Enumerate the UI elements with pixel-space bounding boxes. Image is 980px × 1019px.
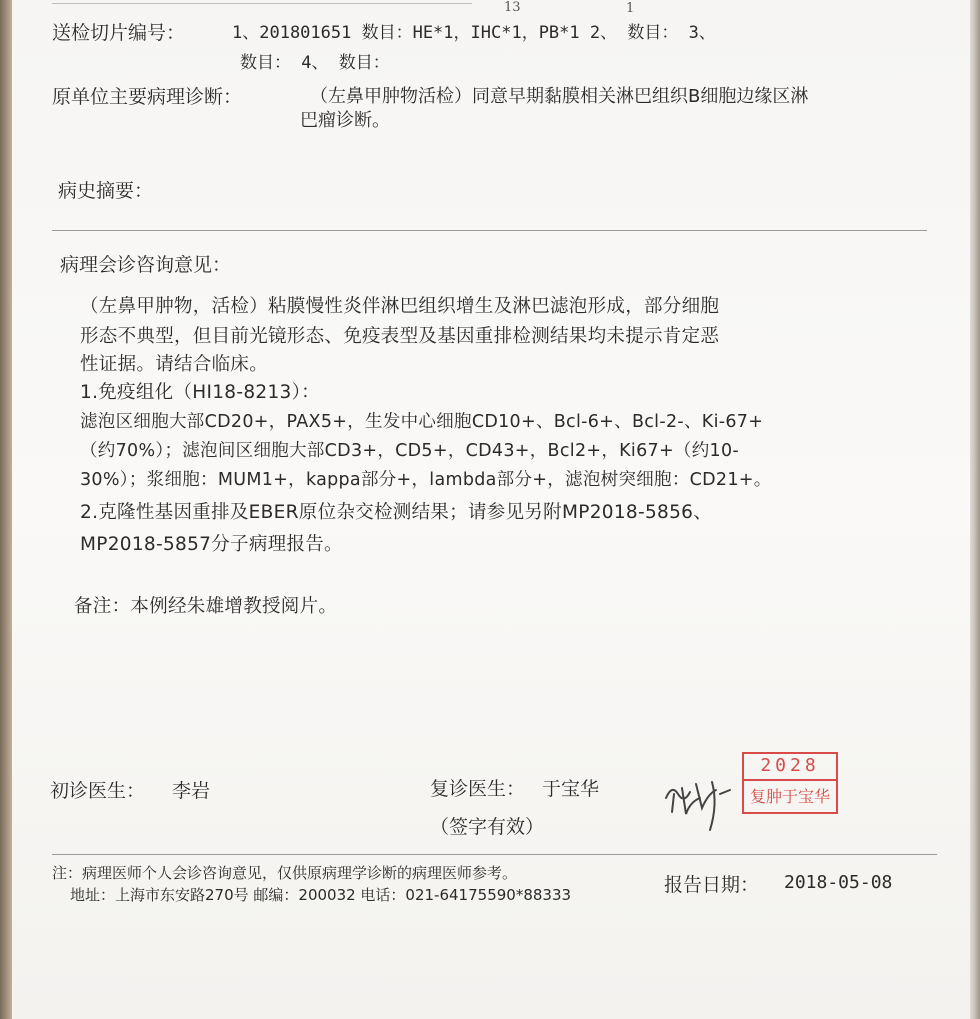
gene-rearrangement-line-1: 2.克隆性基因重排及EBER原位杂交检测结果；请参见另附MP2018-5856、 xyxy=(80,502,713,523)
consultation-line-2: 形态不典型，但目前光镜形态、免疫表型及基因重排检测结果均未提示肯定恶 xyxy=(80,326,720,347)
second-doctor-label: 复诊医生： xyxy=(430,778,526,800)
handwritten-mark-2: 1 xyxy=(626,1,635,16)
consultation-line-1: （左鼻甲肿物，活检）粘膜慢性炎伴淋巴组织增生及淋巴滤泡形成，部分细胞 xyxy=(80,296,720,317)
immunohistochemistry-heading: 1.免疫组化（HI18-8213）： xyxy=(80,382,320,403)
ihc-line-2: （约70%）；滤泡间区细胞大部CD3+，CD5+，CD43+，Bcl2+，Ki67+（约10- xyxy=(80,441,739,461)
original-diagnosis-line-1: （左鼻甲肿物活检）同意早期黏膜相关淋巴组织B细胞边缘区淋 xyxy=(310,86,809,107)
report-date: 2018-05-08 xyxy=(784,872,893,893)
stamp-number: 2028 xyxy=(744,755,836,781)
handwritten-signature xyxy=(660,764,740,838)
report-sheet xyxy=(12,0,970,1019)
official-stamp xyxy=(742,752,838,814)
first-doctor-label: 初诊医生： xyxy=(50,780,146,802)
report-date-label: 报告日期： xyxy=(664,874,760,896)
consultation-line-3: 性证据。请结合临床。 xyxy=(80,354,269,375)
ihc-line-3: 30%）；浆细胞：MUM1+，kappa部分+，lambda部分+，滤泡树突细胞：CD21+。 xyxy=(80,470,772,490)
original-diagnosis-label: 原单位主要病理诊断： xyxy=(52,86,243,108)
handwritten-mark-1: 13 xyxy=(504,0,521,15)
signature-valid-note: （签字有效） xyxy=(430,816,545,838)
second-doctor-name: 于宝华 xyxy=(542,778,600,800)
stamp-name: 复肿于宝华 xyxy=(749,787,830,806)
slide-number-line-2: 数目： 4、 数目： xyxy=(240,53,390,73)
original-diagnosis-line-2: 巴瘤诊断。 xyxy=(300,110,390,131)
gene-rearrangement-line-2: MP2018-5857分子病理报告。 xyxy=(80,534,343,555)
section-divider-2 xyxy=(52,854,937,855)
top-cutoff-line xyxy=(52,3,472,4)
ihc-line-1: 滤泡区细胞大部CD20+，PAX5+，生发中心细胞CD10+、Bcl-6+、Bcl-2-、Ki-67+ xyxy=(80,412,764,432)
history-label: 病史摘要： xyxy=(58,180,154,202)
consultation-label: 病理会诊咨询意见： xyxy=(60,254,232,276)
slide-number-label: 送检切片编号： xyxy=(52,22,186,44)
footer-note: 注：病理医师个人会诊咨询意见，仅供原病理学诊断的病理医师参考。 xyxy=(52,864,518,882)
section-divider-1 xyxy=(52,230,927,231)
remark: 备注：本例经朱雄增教授阅片。 xyxy=(74,596,338,617)
slide-number-line-1: 1、201801651 数目：HE*1，IHC*1，PB*1 2、 数目： 3、 xyxy=(232,23,716,43)
footer-address: 地址：上海市东安路270号 邮编：200032 电话：021-64175590*88333 xyxy=(70,886,572,904)
first-doctor-name: 李岩 xyxy=(172,780,211,802)
